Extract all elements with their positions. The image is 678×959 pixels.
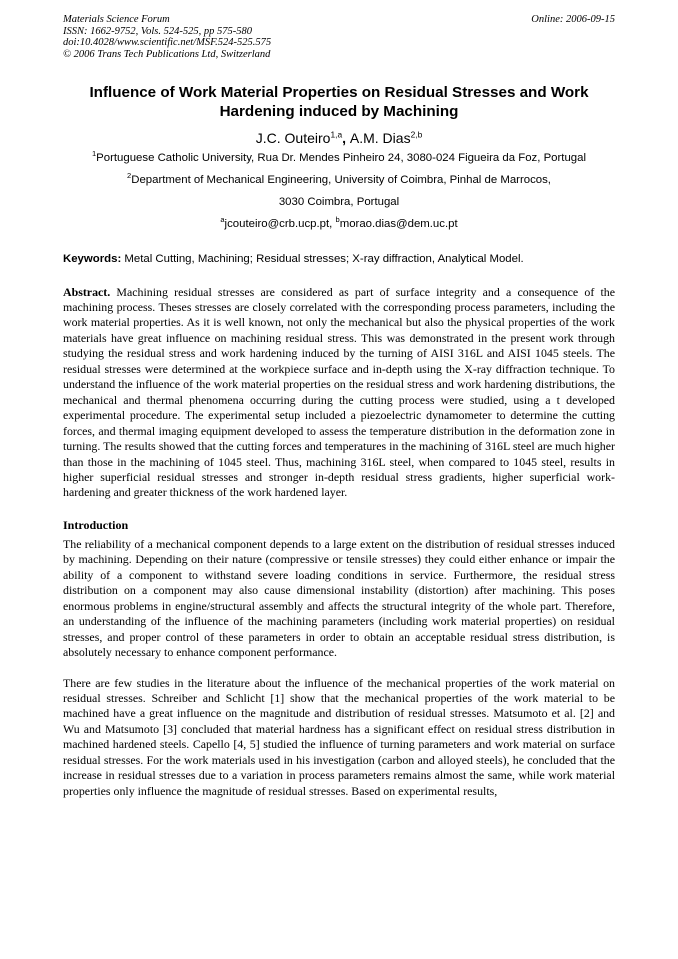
intro-paragraph-2: There are few studies in the literature about the influence of the mechanical properties of the work material on residual stresses. Schreiber and Schlicht [1] show that the mechanical properties of the work material to be machined have a great influence on the magnitude and distribution of residual stresses. Matsumoto et al. [2] and Wu and Matsumoto [3] concluded that material hardness has a significant effect on residual stress distribution in machined hardened steels. Capello [4, 5] studied the influence of turning parameters and work material on surface residual stresses. For the work materials used in his investigation (carbon and alloyed steels), he concluded that the increase in residual stresses due to a variation in process parameters remains almost the same, while work material properties only influence the magnitude of residual stresses. Based on experimental results, (63, 675, 615, 798)
copyright-line: © 2006 Trans Tech Publications Ltd, Switzerland (63, 48, 271, 60)
affiliation-text: Department of Mechanical Engineering, University of Coimbra, Pinhal de Marrocos, (131, 174, 551, 187)
section-heading-introduction: Introduction (63, 517, 129, 532)
intro-paragraph-1: The reliability of a mechanical component depends to a large extent on the distribution of residual stresses induced by machining. Depending on their nature (compressive or tensile stresses) they could either enhance or impair the ability of a component to withstand severe loading conditions in service. Furthermore, the residual stress distribution on a component may also cause dimensional instability (distortion) after machining. This poses enormous problems in engine/structural assembly and affects the structural integrity of the whole part. Therefore, an understanding of the influence of the machining parameters (including work material properties) on residual stresses, and proper control of these parameters in order to obtain an acceptable residual stress distribution, is absolutely necessary to enhance component performance. (63, 536, 615, 660)
affiliation-2 (63, 170, 615, 192)
keywords-text: Metal Cutting, Machining; Residual stresses; X-ray diffraction, Analytical Model. (121, 252, 524, 265)
abstract-label: Abstract. (63, 284, 111, 299)
affiliation-text: Portuguese Catholic University, Rua Dr. Mendes Pinheiro 24, 3080-024 Figueira da Foz, Portugal (96, 152, 587, 165)
affiliation-2-city: 3030 Coimbra, Portugal (278, 195, 400, 208)
abstract (63, 285, 615, 501)
author-name: A.M. Dias (349, 130, 411, 147)
keywords-label: Keywords: (63, 252, 122, 265)
doi-line: doi:10.4028/www.scientific.net/MSF.524-525.575 (63, 37, 272, 49)
online-date: Online: 2006-09-15 (531, 14, 615, 25)
email-address: morao.dias@dem.uc.pt (339, 217, 458, 230)
author-affiliation-mark: 2,b (410, 129, 423, 140)
author-emails (63, 214, 615, 236)
author-list (63, 128, 615, 148)
affiliation-1 (63, 148, 615, 170)
author-affiliation-mark: 1,a (330, 129, 343, 140)
affiliation-mark: 2 (127, 171, 132, 181)
issn-line: ISSN: 1662-9752, Vols. 524-525, pp 575-580 (63, 25, 252, 37)
journal-header (63, 14, 615, 60)
email-mark: b (335, 214, 340, 224)
keywords (63, 252, 615, 267)
author-name: J.C. Outeiro (255, 130, 331, 147)
author-separator: , (342, 130, 350, 147)
paper-title: Influence of Work Material Properties on Residual Stresses and Work Hardening induced by Machining (89, 84, 589, 121)
journal-name: Materials Science Forum (63, 14, 170, 25)
abstract-text: Machining residual stresses are considered as part of surface integrity and a consequence of the machining process. Theses stresses are closely correlated with the corresponding process parameters, including the work material properties. As it is well known, not only the mechanical but also the physical properties of the work materials have great influence on machining residual stress. This was demonstrated in the present work through studying the residual stress and work hardening induced by the turning of AISI 316L and AISI 1045 steels. The residual stresses were determined at the workpiece surface and in-depth using the X-ray diffraction technique. To understand the influence of the work material properties on the residual stress and work hardening distributions, the mechanical and thermal phenomena occurring during the cutting process were studied, using a t developed experimental procedure. The experimental setup included a piezoelectric dynamometer to determine the cutting forces, and thermal imaging equipment developed to assess the temperature distribution in the deformation zone in turning. The results showed that the cutting forces and temperatures in the machining of 316L steel are much higher than those in the machining of 1045 steel. Thus, machining 316L steel, when compared to 1045 steel, results in higher superficial residual stresses and stronger in-depth residual stress gradients, higher superficial work-hardening and greater thickness of the work hardened layer. (63, 284, 615, 500)
email-address: jcouteiro@crb.ucp.pt, (224, 217, 336, 230)
affiliation-mark: 1 (91, 149, 97, 159)
email-mark: a (220, 214, 225, 224)
